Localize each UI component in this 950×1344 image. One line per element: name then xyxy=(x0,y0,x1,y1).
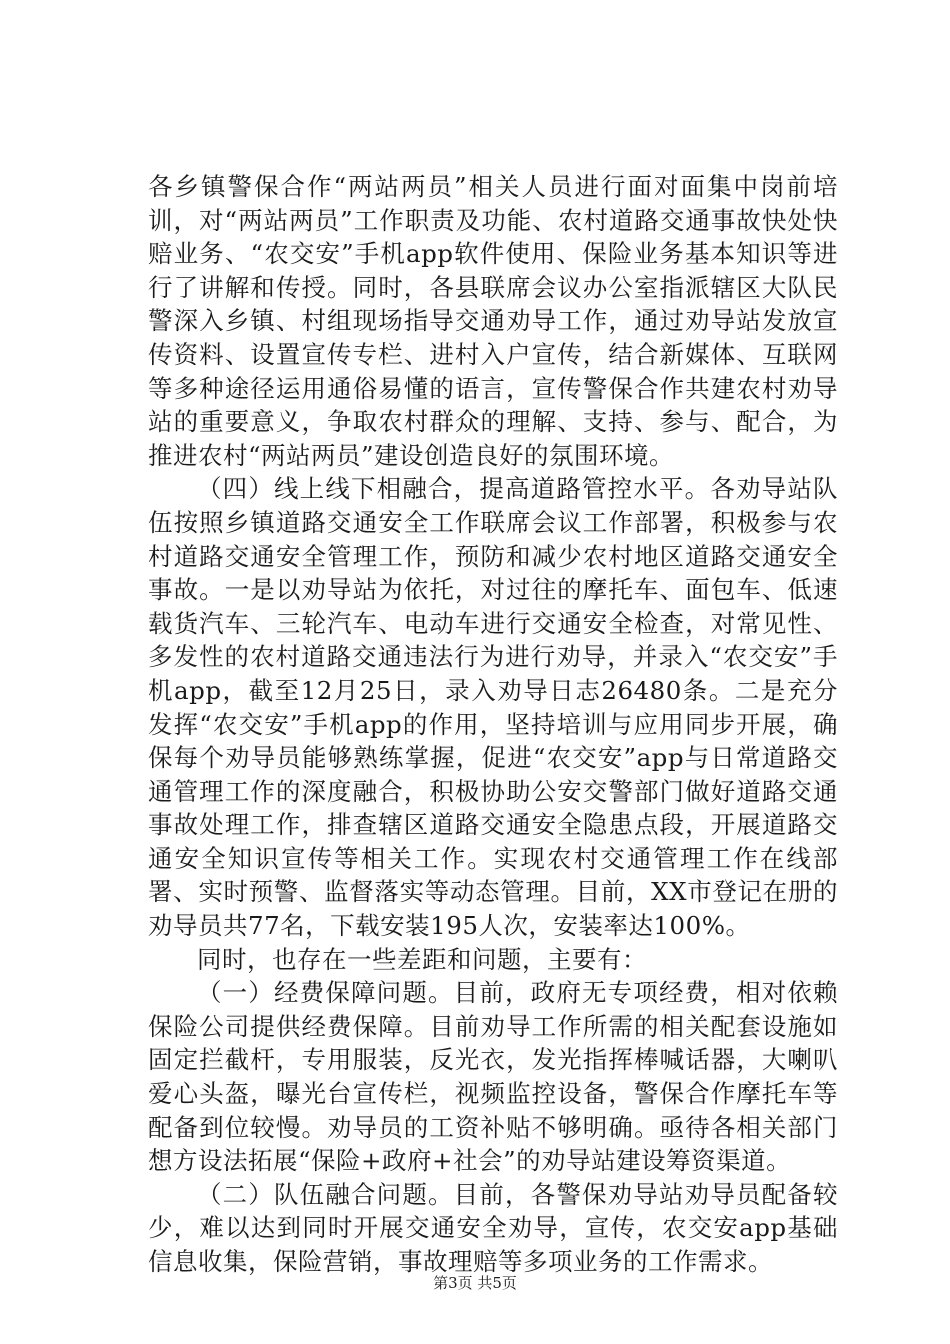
paragraph-1: 各乡镇警保合作“两站两员”相关人员进行面对面集中岗前培训，对“两站两员”工作职责及功能、农村道路交通事故快处快赔业务、“农交安”手机app软件使用、保险业务基本知识等进行了讲解和传授。同时，各县联席会议办公室指派辖区大队民警深入乡镇、村组现场指导交通劝导工作，通过劝导站发放宣传资料、设置宣传专栏、进村入户宣传，结合新媒体、互联网等多种途径运用通俗易懂的语言，宣传警保合作共建农村劝导站的重要意义，争取农村群众的理解、支持、参与、配合，为推进农村“两站两员”建设创造良好的氛围环境。 xyxy=(148,172,838,470)
paragraph-4: （一）经费保障问题。目前，政府无专项经费，相对依赖保险公司提供经费保障。目前劝导工作所需的相关配套设施如固定拦截杆，专用服装，反光衣，发光指挥棒喊话器，大喇叭爱心头盔，曝光台宣传栏，视频监控设备，警保合作摩托车等配备到位较慢。劝导员的工资补贴不够明确。亟待各相关部门想方设法拓展“保险+政府+社会”的劝导站建设筹资渠道。 xyxy=(148,978,838,1176)
page-footer: 第3页 共5页 xyxy=(433,1274,517,1292)
paragraph-5: （二）队伍融合问题。目前，各警保劝导站劝导员配备较少，难以达到同时开展交通安全劝导，宣传，农交安app基础信息收集，保险营销，事故理赔等多项业务的工作需求。 xyxy=(148,1179,838,1276)
document-body xyxy=(148,170,838,1279)
paragraph-2: （四）线上线下相融合，提高道路管控水平。各劝导站队伍按照乡镇道路交通安全工作联席会议工作部署，积极参与农村道路交通安全管理工作，预防和减少农村地区道路交通安全事故。一是以劝导站为依托，对过往的摩托车、面包车、低速载货汽车、三轮汽车、电动车进行交通安全检查，对常见性、多发性的农村道路交通违法行为进行劝导，并录入“农交安”手机app，截至12月25日，录入劝导日志26480条。二是充分发挥“农交安”手机app的作用，坚持培训与应用同步开展，确保每个劝导员能够熟练掌握，促进“农交安”app与日常道路交通管理工作的深度融合，积极协助公安交警部门做好道路交通事故处理工作，排查辖区道路交通安全隐患点段，开展道路交通安全知识宣传等相关工作。实现农村交通管理工作在线部署、实时预警、监督落实等动态管理。目前，XX市登记在册的劝导员共77名，下载安装195人次，安装率达100%。 xyxy=(148,474,838,941)
paragraph-3: 同时，也存在一些差距和问题，主要有： xyxy=(197,944,647,974)
